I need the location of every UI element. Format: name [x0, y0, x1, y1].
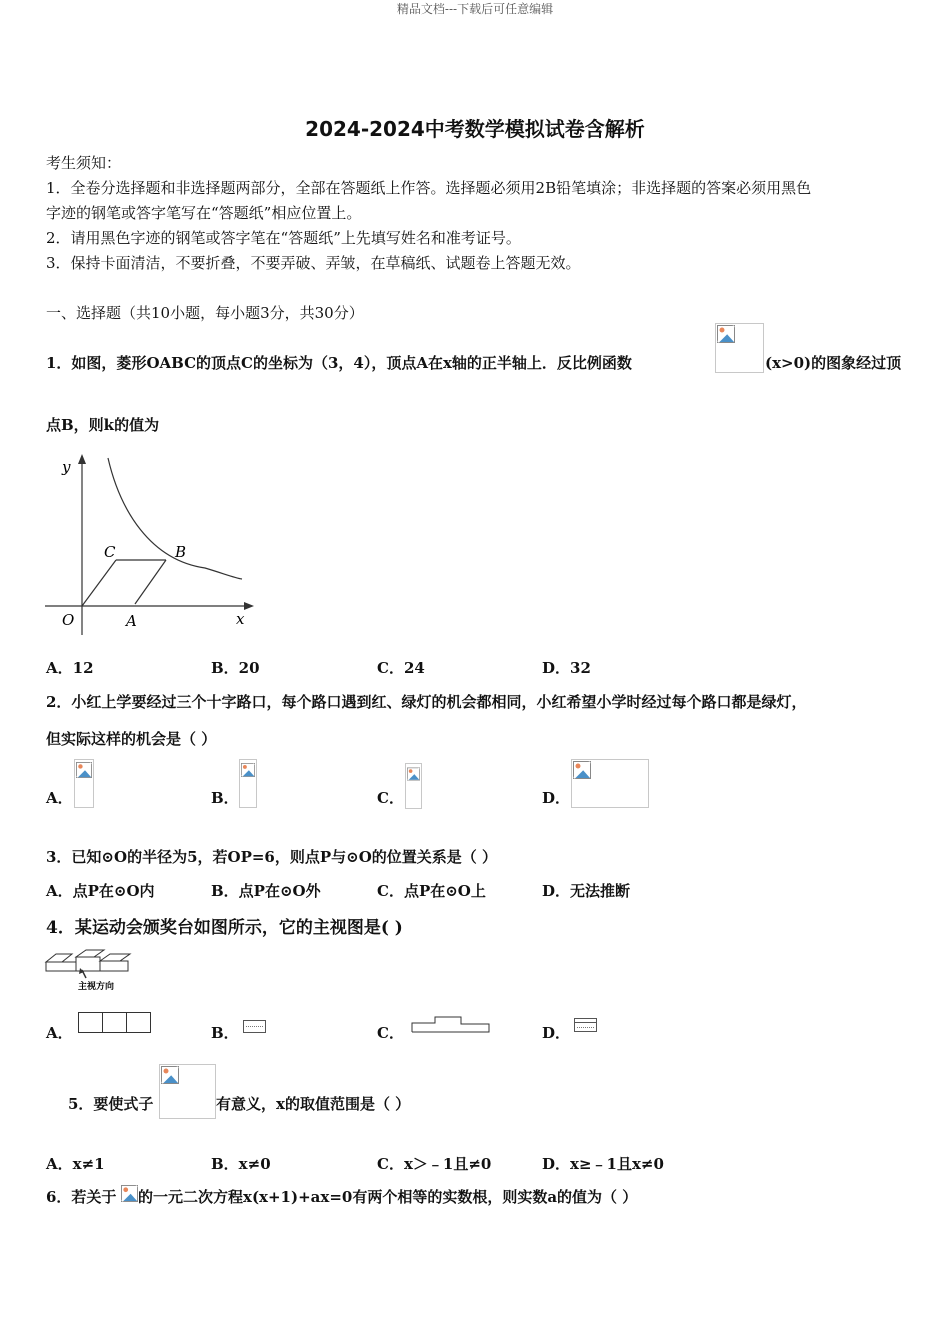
broken-image-icon	[239, 759, 257, 808]
notice-line-2: 字迹的钢笔或答字笔写在“答题纸”相应位置上。	[46, 204, 362, 222]
broken-image-icon	[120, 1184, 137, 1201]
q1-text-b: (x>0)的图象经过顶	[765, 354, 902, 372]
broken-image-icon	[571, 759, 649, 808]
q1-text-c: 点B，则k的值为	[46, 416, 160, 434]
q6-text-b: 的一元二次方程x(x+1)+ax=0有两个相等的实数根，则实数a的值为（ ）	[138, 1188, 638, 1206]
direction-label: 主视方向	[78, 982, 115, 992]
label-o: O	[62, 611, 75, 629]
q4-option-b[interactable]: B．	[211, 1024, 239, 1042]
document-title: 2024-2024中考数学模拟试卷含解析	[305, 117, 645, 141]
podium-figure	[42, 948, 137, 994]
q1-text-a: 1．如图，菱形OABC的顶点C的坐标为（3，4），顶点A在x轴的正半轴上．反比例函数	[46, 354, 632, 372]
q3-option-a[interactable]: A．点P在⊙O内	[46, 882, 155, 900]
q3-option-c[interactable]: C．点P在⊙O上	[377, 882, 486, 900]
section-heading: 一、选择题（共10小题，每小题3分，共30分）	[46, 304, 364, 322]
notice-line-1: 1．全卷分选择题和非选择题两部分，全部在答题纸上作答。选择题必须用2B铅笔填涂；非选择题的答案必须用黑色	[46, 179, 812, 197]
q2-option-c[interactable]: C．	[377, 789, 404, 807]
q5-text-a: 5．要使式子	[68, 1095, 154, 1113]
option-c-shape	[411, 1016, 491, 1034]
label-a: A	[126, 612, 137, 630]
notice-heading: 考生须知：	[46, 154, 122, 172]
label-b: B	[175, 543, 187, 561]
q2-option-d[interactable]: D．	[542, 789, 571, 807]
q4-text: 4．某运动会颁奖台如图所示，它的主视图是( )	[46, 918, 403, 938]
q4-option-a[interactable]: A．	[46, 1024, 73, 1042]
q5-text-b: 有意义，x的取值范围是（ ）	[216, 1095, 411, 1113]
notice-line-3: 2．请用黑色字迹的钢笔或答字笔在“答题纸”上先填写姓名和准考证号。	[46, 229, 521, 247]
option-b-shape	[243, 1020, 267, 1034]
broken-image-icon	[74, 759, 94, 808]
q2-line-2: 但实际这样的机会是（ ）	[46, 730, 217, 748]
q3-option-d[interactable]: D．无法推断	[542, 882, 631, 900]
notice-line-4: 3．保持卡面清洁，不要折叠，不要弄破、弄皱，在草稿纸、试题卷上答题无效。	[46, 254, 581, 272]
q1-option-a[interactable]: A．12	[46, 659, 94, 677]
label-y: y	[62, 458, 71, 476]
q5-option-a[interactable]: A．x≠1	[46, 1155, 105, 1173]
q5-option-c[interactable]: C．x＞﹣1且≠0	[377, 1155, 492, 1173]
option-a-shape	[78, 1012, 152, 1034]
q4-option-d[interactable]: D．	[542, 1024, 571, 1042]
option-d-shape	[574, 1018, 598, 1033]
q1-figure	[40, 450, 265, 640]
q3-option-b[interactable]: B．点P在⊙O外	[211, 882, 321, 900]
q1-option-d[interactable]: D．32	[542, 659, 591, 677]
q6-text-a: 6．若关于	[46, 1188, 117, 1206]
broken-image-icon	[715, 323, 764, 373]
q1-option-c[interactable]: C．24	[377, 659, 425, 677]
broken-image-icon	[159, 1064, 216, 1119]
q3-text: 3．已知⊙O的半径为5，若OP=6，则点P与⊙O的位置关系是（ ）	[46, 848, 497, 866]
q4-option-c[interactable]: C．	[377, 1024, 404, 1042]
q5-option-d[interactable]: D．x≥﹣1且x≠0	[542, 1155, 664, 1173]
label-x: x	[236, 610, 245, 628]
page-header: 精品文档---下载后可任意编辑	[396, 2, 554, 16]
label-c: C	[104, 543, 116, 561]
q2-line-1: 2．小红上学要经过三个十字路口，每个路口遇到红、绿灯的机会都相同，小红希望小学时经过每个路口都是绿灯，	[46, 693, 807, 711]
q2-option-b[interactable]: B．	[211, 789, 239, 807]
q5-option-b[interactable]: B．x≠0	[211, 1155, 271, 1173]
q1-option-b[interactable]: B．20	[211, 659, 260, 677]
q2-option-a[interactable]: A．	[46, 789, 73, 807]
broken-image-icon	[405, 763, 422, 809]
